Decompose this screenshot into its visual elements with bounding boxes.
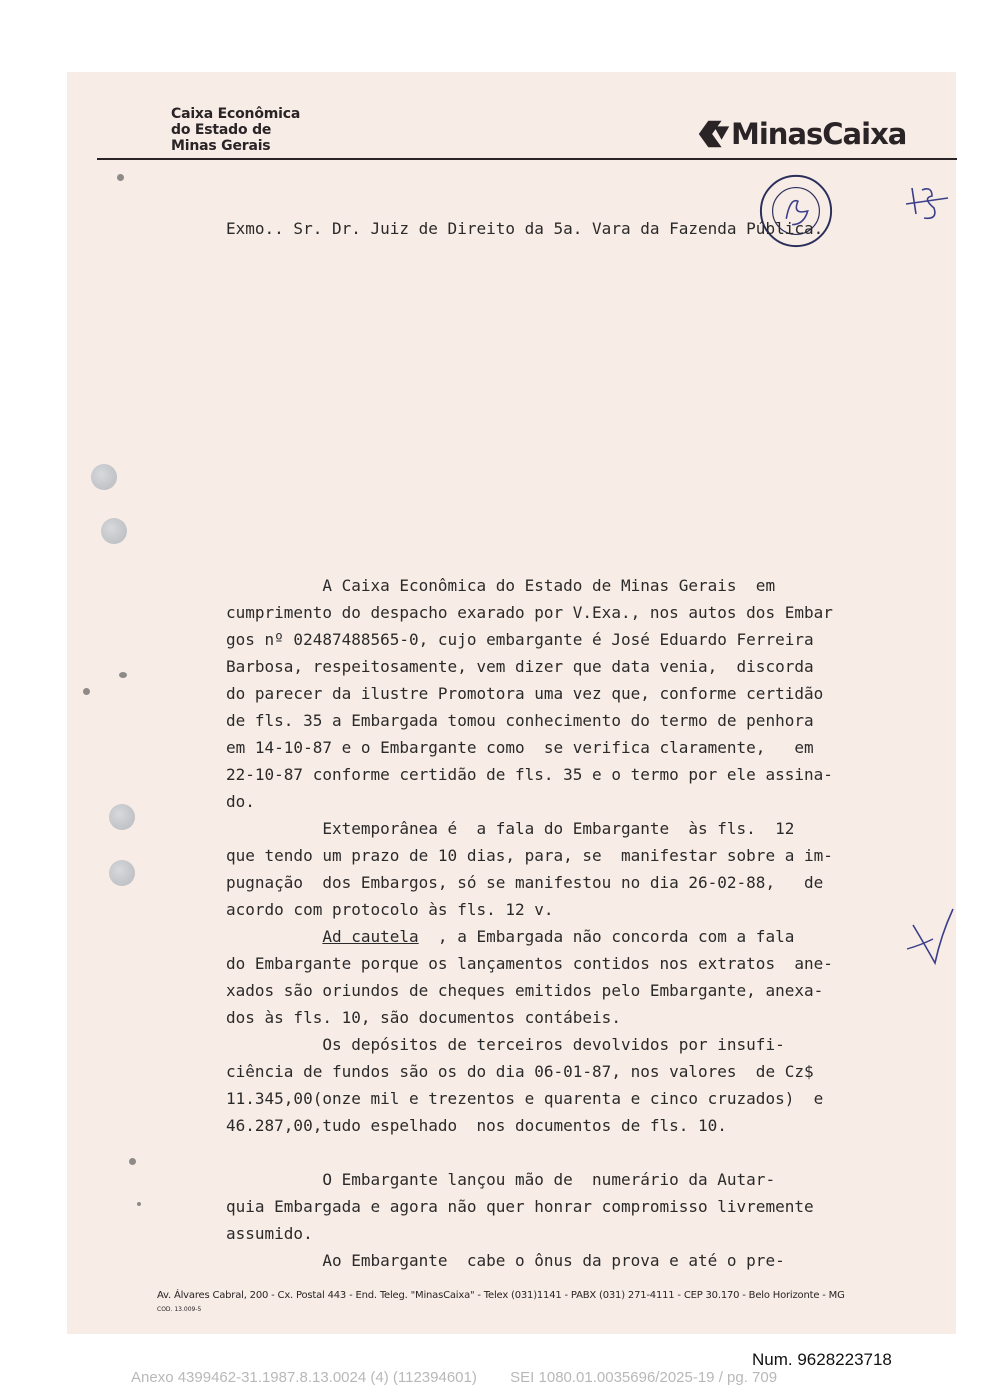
minascaixa-logo (695, 114, 906, 154)
ad-cautela-underlined: Ad cautela (322, 927, 419, 946)
body-line: que tendo um prazo de 10 dias, para, se manifestar sobre a im- (226, 846, 833, 865)
body-line-ad-cautela (226, 923, 906, 950)
institution-name (171, 106, 300, 154)
punch-hole (91, 464, 117, 490)
document-page (67, 72, 956, 1334)
body-line: de fls. 35 a Embargada tomou conhecimento do termo de penhora (226, 711, 814, 730)
body-line: Os depósitos de terceiros devolvidos por insufi- (226, 1035, 785, 1054)
punch-hole (109, 860, 135, 886)
paper-speck (137, 1202, 141, 1206)
body-line: Barbosa, respeitosamente, vem dizer que data venia, discorda (226, 657, 814, 676)
body-line: 22-10-87 conforme certidão de fls. 35 e o termo por ele assina- (226, 765, 833, 784)
body-line: do parecer da ilustre Promotora uma vez que, conforme certidão (226, 684, 824, 703)
body-line: A Caixa Econômica do Estado de Minas Gerais em (226, 576, 776, 595)
annex-reference: Anexo 4399462-31.1987.8.13.0024 (4) (112394601) SEI 1080.01.0035696/2025-19 / pg. 709 (131, 1369, 778, 1386)
body-line: ciência de fundos são os do dia 06-01-87, nos valores de Cz$ (226, 1062, 814, 1081)
handwritten-page-number (902, 178, 952, 228)
blank-line (226, 1139, 906, 1166)
letter-body (226, 572, 906, 1274)
body-line: gos nº 02487488565-0, cujo embargante é José Eduardo Ferreira (226, 630, 814, 649)
header-rule (97, 158, 957, 160)
form-code: COD. 13.009-5 (157, 1306, 202, 1313)
body-line: assumido. (226, 1224, 313, 1243)
ad-cautela-rest: , a Embargada não concorda com a fala (418, 927, 795, 946)
minascaixa-logo-icon (695, 115, 733, 153)
body-line: pugnação dos Embargos, só se manifestou no dia 26-02-88, de (226, 873, 824, 892)
paper-speck (117, 174, 124, 181)
body-line: xados são oriundos de cheques emitidos pelo Embargante, anexa- (226, 981, 824, 1000)
paper-speck (119, 672, 127, 678)
body-line: do. (226, 792, 255, 811)
punch-hole (101, 518, 127, 544)
handwritten-check-mark (905, 905, 955, 970)
body-line: do Embargante porque os lançamentos contidos nos extratos ane- (226, 954, 833, 973)
institution-line: do Estado de (171, 122, 272, 138)
body-line: Extemporânea é a fala do Embargante às fls. 12 (226, 819, 795, 838)
paper-speck (129, 1158, 136, 1165)
body-line: cumprimento do despacho exarado por V.Exa., nos autos dos Embar (226, 603, 833, 622)
institution-line: Caixa Econômica (171, 106, 301, 122)
body-line: 46.287,00,tudo espelhado nos documentos de fls. 10. (226, 1116, 727, 1135)
document-number: Num. 9628223718 (752, 1350, 892, 1369)
body-line: O Embargante lançou mão de numerário da Autar- (226, 1170, 776, 1189)
body-line: em 14-10-87 e o Embargante como se verifica claramente, em (226, 738, 814, 757)
body-line: Ao Embargante cabe o ônus da prova e até o pre- (226, 1251, 785, 1270)
body-line: acordo com protocolo às fls. 12 v. (226, 900, 554, 919)
body-line: 11.345,00(onze mil e trezentos e quarenta e cinco cruzados) e (226, 1089, 824, 1108)
footer-address: Av. Álvares Cabral, 200 - Cx. Postal 443 - End. Teleg. "MinasCaixa" - Telex (031)1141 - PABX (031) 271-4111 - CEP 30.170 - Belo Horizonte - MG (157, 1290, 845, 1301)
court-seal-stamp (757, 172, 835, 250)
paper-speck (83, 688, 90, 695)
institution-line: Minas Gerais (171, 138, 271, 154)
addressee-line: Exmo.. Sr. Dr. Juiz de Direito da 5a. Vara da Fazenda Pública. (226, 219, 824, 238)
body-line: quia Embargada e agora não quer honrar compromisso livremente (226, 1197, 814, 1216)
body-line: dos às fls. 10, são documentos contábeis. (226, 1008, 621, 1027)
punch-hole (109, 804, 135, 830)
logo-text: MinasCaixa (731, 117, 907, 151)
